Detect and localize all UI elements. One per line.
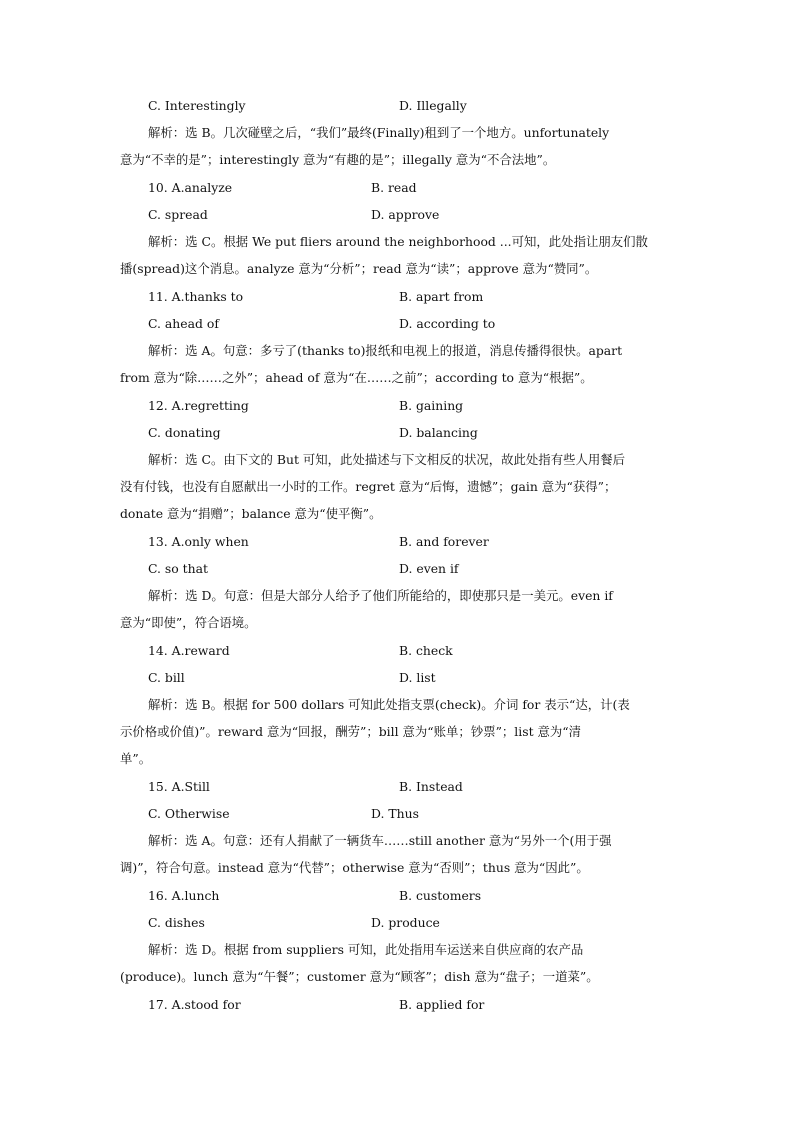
option-right: D. Thus bbox=[371, 806, 419, 821]
option-left: 14. A.reward bbox=[148, 643, 230, 658]
option-row bbox=[0, 174, 794, 201]
option-row bbox=[0, 773, 794, 800]
option-right: D. approve bbox=[371, 207, 440, 222]
explanation-text: (produce)。lunch 意为“午餐”；customer 意为“顾客”；dish 意为“盘子；一道菜”。 bbox=[120, 969, 599, 984]
explanation-continuation bbox=[0, 718, 794, 745]
option-row bbox=[0, 528, 794, 555]
option-left: 13. A.only when bbox=[148, 534, 249, 549]
option-right: B. applied for bbox=[399, 997, 485, 1012]
option-row bbox=[0, 909, 794, 936]
explanation-text: 单”。 bbox=[120, 751, 152, 766]
option-right: D. according to bbox=[399, 316, 496, 331]
explanation-text: 播(spread)这个消息。analyze 意为“分析”；read 意为“读”；approve 意为“赞同”。 bbox=[120, 261, 598, 276]
option-left: C. spread bbox=[148, 207, 208, 222]
explanation-text: 解析：选 C。由下文的 But 可知，此处描述与下文相反的状况，故此处指有些人用餐后 bbox=[148, 452, 626, 467]
explanation-text: 解析：选 B。根据 for 500 dollars 可知此处指支票(check)。介词 for 表示“达，计(表 bbox=[148, 697, 630, 712]
explanation-continuation bbox=[0, 963, 794, 990]
option-right: D. balancing bbox=[399, 425, 478, 440]
explanation-text: 调)”，符合句意。instead 意为“代替”；otherwise 意为“否则”；thus 意为“因此”。 bbox=[120, 860, 589, 875]
option-left: 15. A.Still bbox=[148, 779, 210, 794]
option-left: 12. A.regretting bbox=[148, 398, 249, 413]
option-right: D. even if bbox=[399, 561, 459, 576]
option-left: C. donating bbox=[148, 425, 221, 440]
explanation-text: from 意为“除……之外”；ahead of 意为“在……之前”；according to 意为“根据”。 bbox=[120, 370, 593, 385]
explanation-continuation bbox=[0, 854, 794, 881]
option-row bbox=[0, 637, 794, 664]
option-row bbox=[0, 201, 794, 228]
explanation-line bbox=[0, 446, 794, 473]
explanation-line bbox=[0, 827, 794, 854]
explanation-line bbox=[0, 228, 794, 255]
option-left: C. dishes bbox=[148, 915, 205, 930]
explanation-text: 解析：选 C。根据 We put fliers around the neighborhood ...可知，此处指让朋友们散 bbox=[148, 234, 648, 249]
option-right: B. Instead bbox=[399, 779, 463, 794]
option-left: 11. A.thanks to bbox=[148, 289, 244, 304]
explanation-text: 意为“不幸的是”；interestingly 意为“有趣的是”；illegally 意为“不合法地”。 bbox=[120, 152, 556, 167]
explanation-continuation bbox=[0, 255, 794, 282]
option-right: B. customers bbox=[399, 888, 482, 903]
explanation-continuation bbox=[0, 500, 794, 527]
option-row bbox=[0, 310, 794, 337]
option-right: B. gaining bbox=[399, 398, 464, 413]
option-left: C. Interestingly bbox=[148, 98, 246, 113]
option-row bbox=[0, 92, 794, 119]
explanation-continuation bbox=[0, 146, 794, 173]
explanation-text: 解析：选 D。根据 from suppliers 可知，此处指用车运送来自供应商的农产品 bbox=[148, 942, 584, 957]
option-row bbox=[0, 419, 794, 446]
explanation-text: 示价格或价值)”。reward 意为“回报，酬劳”；bill 意为“账单；钞票”；list 意为“清 bbox=[120, 724, 581, 739]
explanation-line bbox=[0, 936, 794, 963]
option-row bbox=[0, 664, 794, 691]
option-right: B. apart from bbox=[399, 289, 484, 304]
option-row bbox=[0, 991, 794, 1018]
explanation-text: 解析：选 D。句意：但是大部分人给予了他们所能给的，即使那只是一美元。even if bbox=[148, 588, 613, 603]
explanation-text: 解析：选 A。句意：还有人捐献了一辆货车……still another 意为“另外一个(用于强 bbox=[148, 833, 612, 848]
explanation-text: 没有付钱，也没有自愿献出一小时的工作。regret 意为“后悔，遗憾”；gain 意为“获得”； bbox=[120, 479, 617, 494]
explanation-line bbox=[0, 119, 794, 146]
option-left: C. so that bbox=[148, 561, 208, 576]
option-left: C. bill bbox=[148, 670, 185, 685]
explanation-continuation bbox=[0, 473, 794, 500]
option-right: D. produce bbox=[371, 915, 440, 930]
explanation-continuation bbox=[0, 364, 794, 391]
option-right: B. read bbox=[371, 180, 417, 195]
option-right: B. check bbox=[399, 643, 453, 658]
option-row bbox=[0, 283, 794, 310]
option-row bbox=[0, 392, 794, 419]
explanation-text: 解析：选 B。几次碰壁之后，“我们”最终(Finally)租到了一个地方。unfortunately bbox=[148, 125, 610, 140]
explanation-text: 意为“即使”，符合语境。 bbox=[120, 615, 257, 630]
explanation-line bbox=[0, 337, 794, 364]
explanation-line bbox=[0, 582, 794, 609]
option-left: 17. A.stood for bbox=[148, 997, 241, 1012]
option-row bbox=[0, 800, 794, 827]
option-right: D. Illegally bbox=[399, 98, 467, 113]
option-row bbox=[0, 555, 794, 582]
option-right: D. list bbox=[399, 670, 436, 685]
option-left: 16. A.lunch bbox=[148, 888, 220, 903]
explanation-continuation bbox=[0, 609, 794, 636]
option-row bbox=[0, 882, 794, 909]
option-right: B. and forever bbox=[399, 534, 489, 549]
option-left: 10. A.analyze bbox=[148, 180, 233, 195]
explanation-text: donate 意为“捐赠”；balance 意为“使平衡”。 bbox=[120, 506, 382, 521]
option-left: C. ahead of bbox=[148, 316, 219, 331]
explanation-text: 解析：选 A。句意：多亏了(thanks to)报纸和电视上的报道，消息传播得很快。apart bbox=[148, 343, 623, 358]
option-left: C. Otherwise bbox=[148, 806, 230, 821]
explanation-continuation bbox=[0, 745, 794, 772]
explanation-line bbox=[0, 691, 794, 718]
